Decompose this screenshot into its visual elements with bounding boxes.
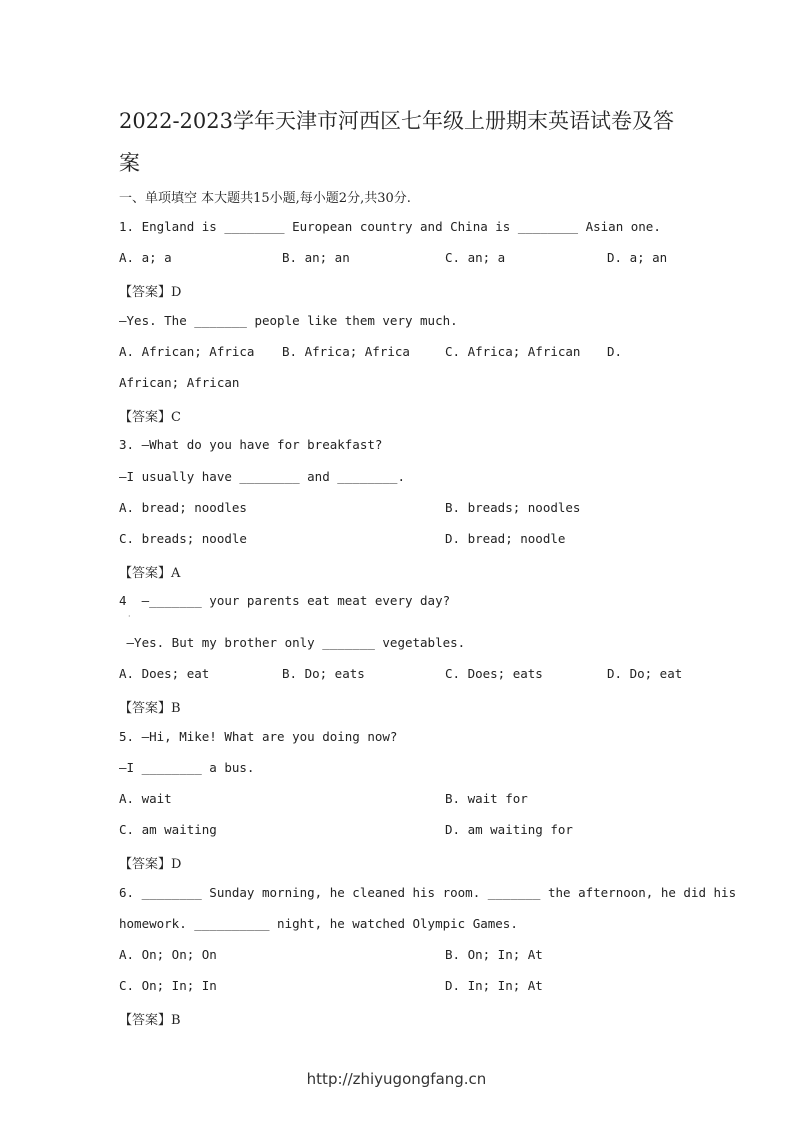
q2-option-d-text: African; African <box>119 375 240 390</box>
question-5-stem: 5. —Hi, Mike! What are you doing now? <box>119 729 398 744</box>
q6-answer: 【答案】B <box>119 1013 181 1028</box>
question-1-stem: 1. England is ________ European country and China is ________ Asian one. <box>119 219 661 234</box>
q2-option-c: C. Africa; African <box>445 344 581 359</box>
question-2-stem: —Yes. The _______ people like them very much. <box>119 313 458 328</box>
q4-option-a: A. Does; eat <box>119 666 210 681</box>
q2-option-b: B. Africa; Africa <box>282 344 410 359</box>
q5-option-a: A. wait <box>119 791 172 806</box>
q2-answer: 【答案】C <box>119 410 181 425</box>
q1-option-c: C. an; a <box>445 250 506 265</box>
question-4-stem: 4 —_______ your parents eat meat every day? <box>119 593 451 608</box>
q2-option-a: A. African; Africa <box>119 344 255 359</box>
question-6-stem-cont: homework. __________ night, he watched Olympic Games. <box>119 916 518 931</box>
q1-answer: 【答案】D <box>119 285 182 300</box>
q6-option-a: A. On; On; On <box>119 947 217 962</box>
question-3-stem: 3. —What do you have for breakfast? <box>119 437 383 452</box>
q1-option-d: D. a; an <box>607 250 668 265</box>
q6-option-d: D. In; In; At <box>445 978 543 993</box>
q3-answer: 【答案】A <box>119 566 181 581</box>
q4-option-d: D. Do; eat <box>607 666 683 681</box>
document-title: 2022-2023学年天津市河西区七年级上册期末英语试卷及答案 <box>119 109 674 175</box>
q3-option-a: A. bread; noodles <box>119 500 247 515</box>
footer-url[interactable]: http://zhiyugongfang.cn <box>306 1070 487 1088</box>
q5-answer: 【答案】D <box>119 857 182 872</box>
q3-option-d: D. bread; noodle <box>445 531 566 546</box>
q2-option-d: D. <box>607 344 623 359</box>
q4-option-c: C. Does; eats <box>445 666 543 681</box>
question-6-stem: 6. ________ Sunday morning, he cleaned his room. _______ the afternoon, he did his <box>119 885 737 900</box>
q5-option-c: C. am waiting <box>119 822 217 837</box>
section-heading: 一、单项填空 本大题共15小题,每小题2分,共30分. <box>119 191 411 206</box>
q4-option-b: B. Do; eats <box>282 666 365 681</box>
q1-option-b: B. an; an <box>282 250 350 265</box>
q4-answer: 【答案】B <box>119 701 181 716</box>
q1-option-a: A. a; a <box>119 250 172 265</box>
question-3-reply: —I usually have ________ and ________. <box>119 469 405 484</box>
q5-option-b: B. wait for <box>445 791 528 806</box>
q5-option-d: D. am waiting for <box>445 822 573 837</box>
q3-option-b: B. breads; noodles <box>445 500 581 515</box>
question-4-reply: —Yes. But my brother only _______ vegetables. <box>119 635 466 650</box>
q6-option-c: C. On; In; In <box>119 978 217 993</box>
stray-dot-mark: · <box>128 612 131 621</box>
q6-option-b: B. On; In; At <box>445 947 543 962</box>
q3-option-c: C. breads; noodle <box>119 531 247 546</box>
question-5-reply: —I ________ a bus. <box>119 760 255 775</box>
